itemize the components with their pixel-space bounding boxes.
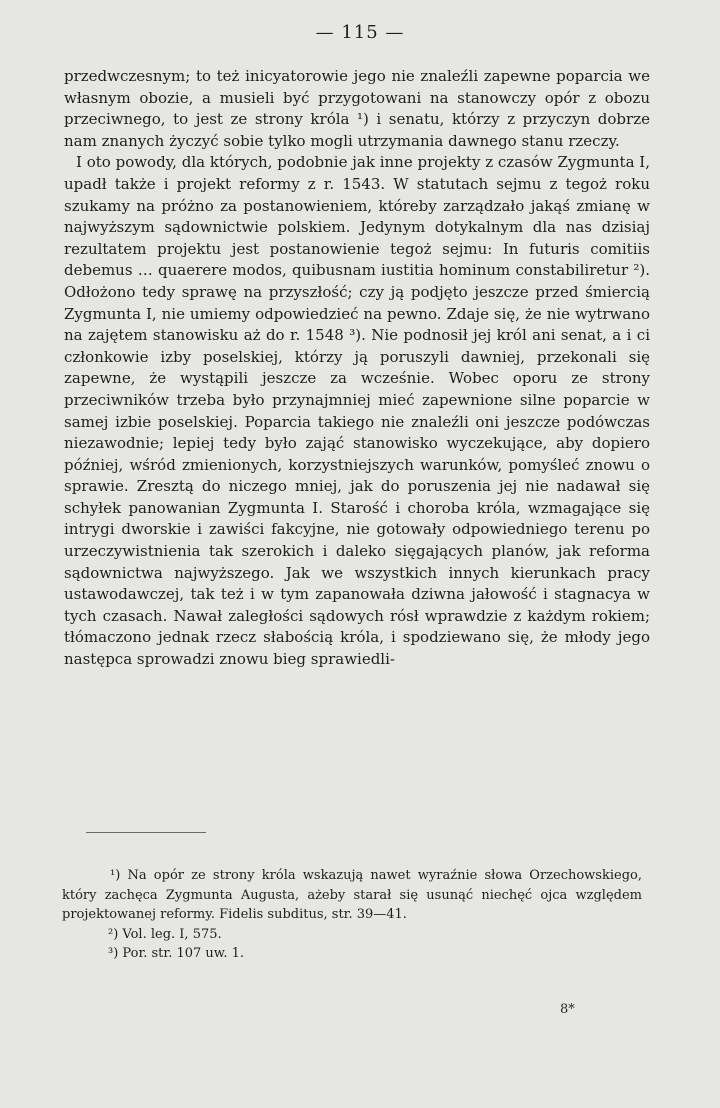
footnotes (62, 866, 642, 964)
paragraph-1: przedwczesnym; to też inicyatorowie jego nie znaleźli zapewne poparcia we własnym obozie, a musieli być przygotowani na stanowczy opór z obozu przeciwnego, to jest ze strony króla ¹) i senatu, którzy z przyczyn dobrze nam znanych życzyć sobie tylko mogli utrzymania dawnego stanu rzeczy. (64, 67, 650, 150)
footnote-2: ²) Vol. leg. I, 575. (108, 926, 222, 942)
footnote-1: ¹) Na opór ze strony króla wskazują nawet wyraźnie słowa Orzechowskiego, który zachęca Zygmunta Augusta, ażeby starał się usunąć niechęć ojca względem projektowanej reformy. Fidelis subditus, str. 39—41. (62, 868, 642, 922)
page-number: — 115 — (315, 22, 405, 43)
printer-signature-mark: 8* (560, 1002, 575, 1017)
footnote-3: ³) Por. str. 107 uw. 1. (108, 946, 245, 961)
body-text (64, 66, 650, 671)
paragraph-2: I oto powody, dla których, podobnie jak inne projekty z czasów Zygmunta I, upadł także i projekt reformy z r. 1543. W statutach sejmu z tegoż roku szukamy na próżno za postanowieniem, któreby zarządzało jakąś zmianę w najwyższym sądownictwie polskiem. Jedynym dotykalnym dla nas dzisiaj rezultatem projektu jest postanowienie tegoż sejmu: In futuris comitiis debemus … quaerere modos, quibusnam iustitia hominum constabiliretur ²). Odłożono tedy sprawę na przyszłość; czy ją podjęto jeszcze przed śmiercią Zygmunta I, nie umiemy odpowiedzieć na pewno. Zdaje się, że nie wytrwano na zajętem stanowisku aż do r. 1548 ³). Nie podnosił jej król ani senat, a i ci członkowie izby poselskiej, którzy ją poruszyli dawniej, przekonali się zapewne, że wystąpili jeszcze za wcześnie. Wobec oporu ze strony przeciwników trzeba było przynajmniej mieć zapewnione silne poparcie w samej izbie poselskiej. Poparcia takiego nie znaleźli oni jeszcze podówczas niezawodnie; lepiej tedy było zająć stanowisko wyczekujące, aby dopiero później, wśród zmienionych, korzystniejszych warunków, pomyśleć znowu o sprawie. Zresztą do niczego mniej, jak do poruszenia jej nie nadawał się schyłek panowanian Zygmunta I. Starość i choroba króla, wzmagające się intrygi dworskie i zawiści fakcyjne, nie gotowały odpowiedniego terenu po urzeczywistnienia tak szerokich i daleko sięgających planów, jak reforma sądownictwa najwyższego. Jak we wszystkich innych kierunkach pracy ustawodawczej, tak też i w tym zapanowała dziwna jałowość i stagnacya w tych czasach. Nawał zaległości sądowych rósł wprawdzie z każdym rokiem; tłómaczono jednak rzecz słabością króla, i spodziewano się, że młody jego następca sprowadzi znowu bieg sprawiedli- (64, 153, 650, 669)
footnote-divider (86, 832, 206, 833)
